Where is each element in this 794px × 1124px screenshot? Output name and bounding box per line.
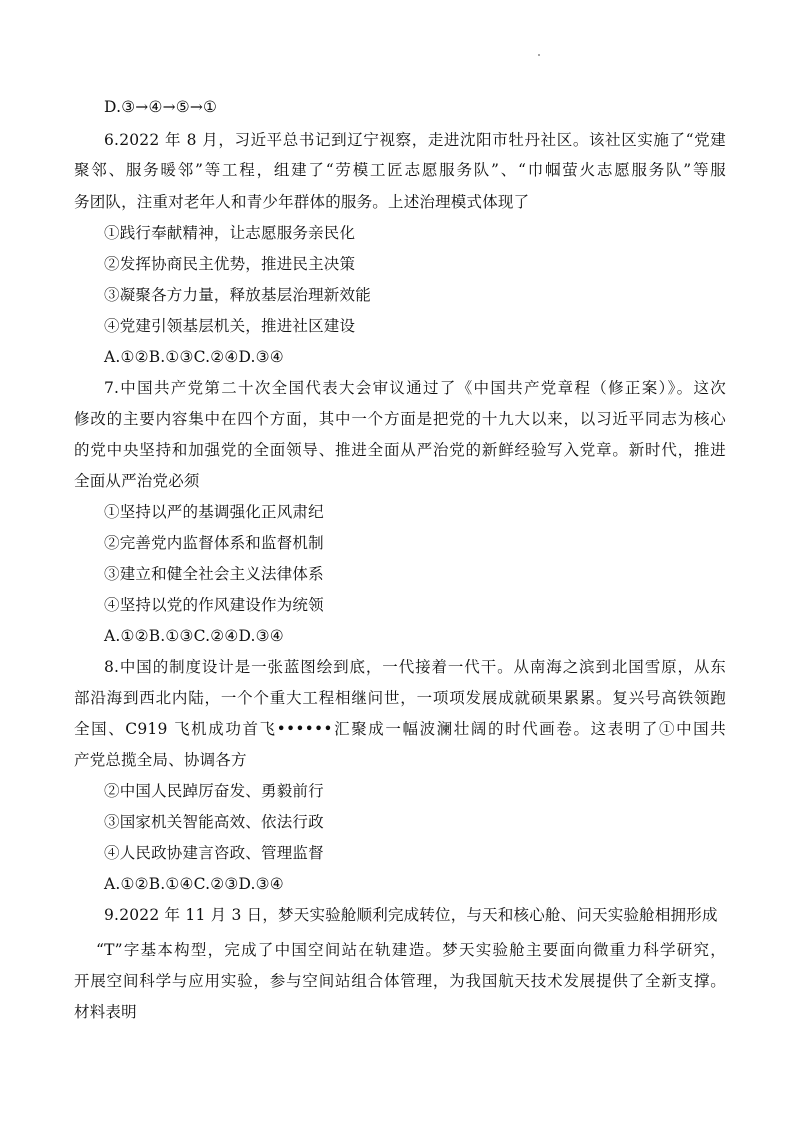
q7-item-3: ③建立和健全社会主义法律体系 [104,565,324,583]
q8-stem-line-2: 部沿海到西北内陆，一个个重大工程相继问世，一项项发展成就硕果累累。复兴号高铁领跑 [74,689,726,707]
stray-dot-mark [538,54,540,56]
q9-stem-line-1: 9.2022 年 11 月 3 日，梦天实验舱顺利完成转位，与天和核心舱、问天实验舱相拥形成 [104,906,718,924]
q8-stem-line-3: 全国、C919 飞机成功首飞••••••汇聚成一幅波澜壮阔的时代画卷。这表明了①中国共 [74,720,726,738]
q7-stem-line-3: 的党中央坚持和加强党的全面领导、推进全面从严治党的新鲜经验写入党章。新时代，推进 [74,441,726,459]
q5-option-d: D.③→④→⑤→① [104,98,218,116]
q7-stem-line-2: 修改的主要内容集中在四个方面，其中一个方面是把党的十九大以来，以习近平同志为核心 [74,410,726,428]
q7-item-2: ②完善党内监督体系和监督机制 [104,534,324,552]
q9-stem-line-2: “T”字基本构型，完成了中国空间站在轨建造。梦天实验舱主要面向微重力科学研究， [96,941,726,959]
q8-item-4: ④人民政协建言咨政、管理监督 [104,844,324,862]
q9-stem-line-4: 材料表明 [74,1003,137,1021]
q6-stem-line-2: 聚邻、服务暖邻”等工程，组建了“劳模工匠志愿服务队”、“巾帼萤火志愿服务队”等服 [74,161,726,179]
q9-stem-line-3: 开展空间科学与应用实验，参与空间站组合体管理，为我国航天技术发展提供了全新支撑。 [74,972,726,990]
q8-stem-line-4: 产党总揽全局、协调各方 [74,751,247,769]
q6-stem-line-1: 6.2022 年 8 月，习近平总书记到辽宁视察，走进沈阳市牡丹社区。该社区实施了“党建 [104,131,726,149]
q8-item-2: ②中国人民踔厉奋发、勇毅前行 [104,782,324,800]
q8-answer-options: A.①②B.①④C.②③D.③④ [104,875,284,893]
q7-stem-line-1: 7.中国共产党第二十次全国代表大会审议通过了《中国共产党章程（修正案）》。这次 [104,379,726,397]
q7-answer-options: A.①②B.①③C.②④D.③④ [104,627,284,645]
q6-item-2: ②发挥协商民主优势，推进民主决策 [104,255,356,273]
q7-item-1: ①坚持以严的基调强化正风肃纪 [104,503,324,521]
q8-item-3: ③国家机关智能高效、依法行政 [104,813,324,831]
q7-stem-line-4: 全面从严治党必须 [74,472,200,490]
q8-stem-line-1: 8.中国的制度设计是一张蓝图绘到底，一代接着一代干。从南海之滨到北国雪原，从东 [104,658,726,676]
q7-item-4: ④坚持以党的作风建设作为统领 [104,596,324,614]
q6-item-1: ①践行奉献精神，让志愿服务亲民化 [104,224,356,242]
q6-answer-options: A.①②B.①③C.②④D.③④ [104,348,284,366]
q6-item-3: ③凝聚各方力量，释放基层治理新效能 [104,286,371,304]
q6-item-4: ④党建引领基层机关，推进社区建设 [104,317,356,335]
q6-stem-line-3: 务团队，注重对老年人和青少年群体的服务。上述治理模式体现了 [74,193,530,211]
